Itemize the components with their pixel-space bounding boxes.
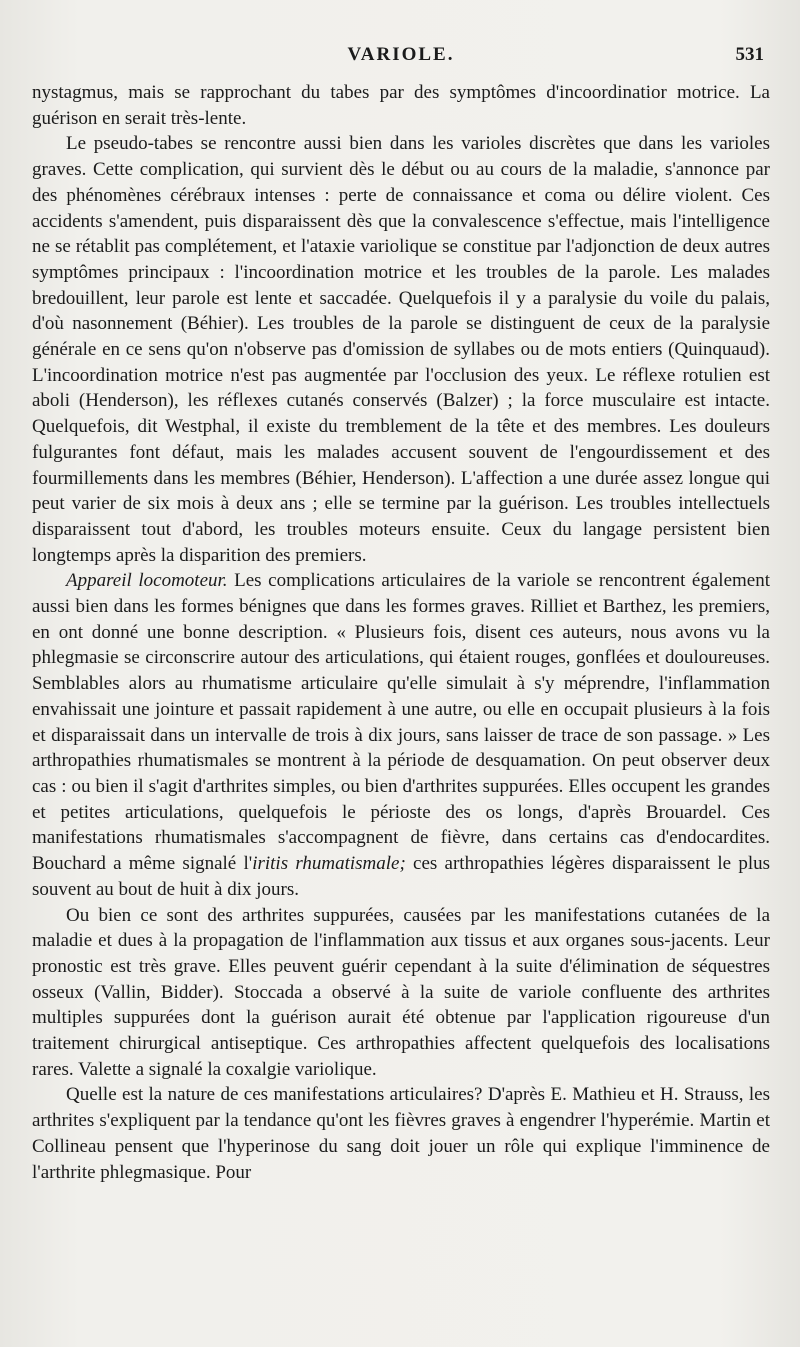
italic-term-iritis: iritis rhumatismale;	[252, 853, 406, 875]
paragraph-text-after: ces arthropathies légères disparaissent le plus souvent au bout de huit à dix jours.	[32, 853, 770, 900]
body-text	[32, 80, 770, 1185]
running-title: VARIOLE.	[347, 44, 455, 65]
paragraph-appareil-locomoteur	[32, 568, 770, 902]
paragraph-text: Les complications articulaires de la variole se rencontrent également aussi bien dans les formes bénignes que dans les formes graves. Rilliet et Barthez, les premiers, en ont donné une bonne description. « Plusieurs fois, disent ces auteurs, nous avons vu la phlegmasie se circonscrire autour des articulations, qui étaient rouges, gonflées et douloureuses. Semblables alors au rhumatisme articulaire qu'elle simulait à s'y méprendre, l'inflammation envahissait une jointure et passait rapidement à une autre, ou elle en occupait plusieurs à la fois et disparaissait dans un intervalle de trois à dix jours, sans laisser de trace de son passage. » Les arthropathies rhumatismales se montrent à la période de desquamation. On peut observer deux cas : ou bien il s'agit d'arthrites simples, ou bien d'arthrites suppurées. Elles occupent les grandes et petites articulations, quelquefois le périoste des os longs, d'après Brouardel. Ces manifestations rhumatismales s'accompagnent de fièvre, dans certains cas d'endocardites. Bouchard a même signalé l'	[32, 570, 770, 875]
page-header	[32, 40, 770, 80]
paragraph-arthrites-suppurees: Ou bien ce sont des arthrites suppurées, causées par les manifestations cutanées de la maladie et dues à la propagation de l'inflammation aux tissus et aux organes sous-jacents. Leur pronostic est très grave. Elles peuvent guérir cependant à la suite d'élimination de séquestres osseux (Vallin, Bidder). Stoccada a observé à la suite de variole confluente des arthrites multiples suppurées dont la guérison aurait été obtenue par l'application rigoureuse d'un traitement chirurgical antiseptique. Ces arthropathies affectent quelquefois des localisations rares. Valette a signalé la coxalgie variolique.	[32, 904, 770, 1080]
page-number: 531	[735, 44, 764, 65]
paragraph-nature-manifestations: Quelle est la nature de ces manifestations articulaires? D'après E. Mathieu et H. Strauss, les arthrites s'expliquent par la tendance qu'ont les fièvres graves à engendrer l'hyperémie. Martin et Collineau pensent que l'hyperinose du sang doit jouer un rôle qui explique l'imminence de l'arthrite phlegmasique. Pour	[32, 1084, 770, 1183]
paragraph-pseudo-tabes: Le pseudo-tabes se rencontre aussi bien dans les varioles discrètes que dans les varioles graves. Cette complication, qui survient dès le début ou au cours de la maladie, s'annonce par des phénomènes cérébraux intenses : perte de connaissance et coma ou délire violent. Ces accidents s'amendent, puis disparaissent dès que la convalescence s'effectue, mais l'intelligence ne se rétablit pas complétement, et l'ataxie variolique se constitue par l'adjonction de deux autres symptômes principaux : l'incoordination motrice et les troubles de la parole. Les malades bredouillent, leur parole est lente et saccadée. Quelquefois il y a paralysie du voile du palais, d'où nasonnement (Béhier). Les troubles de la parole se distinguent de ceux de la paralysie générale en ce sens qu'on n'observe pas d'omission de syllabes ou de mots entiers (Quinquaud). L'incoordination motrice n'est pas augmentée par l'occlusion des yeux. Le réflexe rotulien est aboli (Henderson), les réflexes cutanés conservés (Balzer) ; la force musculaire est intacte. Quelquefois, dit Westphal, il existe du tremblement de la tête et des membres. Les douleurs fulgurantes font défaut, mais les malades accusent souvent de l'engourdissement et des fourmillements dans les membres (Béhier, Henderson). L'affection a une durée assez longue qui peut varier de six mois à deux ans ; elle se termine par la guérison. Les troubles intellectuels disparaissent tout d'abord, les troubles moteurs ensuite. Ceux du langage persistent bien longtemps après la disparition des premiers.	[32, 133, 770, 566]
section-heading-appareil-locomoteur: Appareil locomoteur.	[66, 570, 228, 592]
paragraph-continuation: nystagmus, mais se rapprochant du tabes par des symptômes d'incoordinatior motrice. La guérison en serait très-lente.	[32, 82, 770, 129]
